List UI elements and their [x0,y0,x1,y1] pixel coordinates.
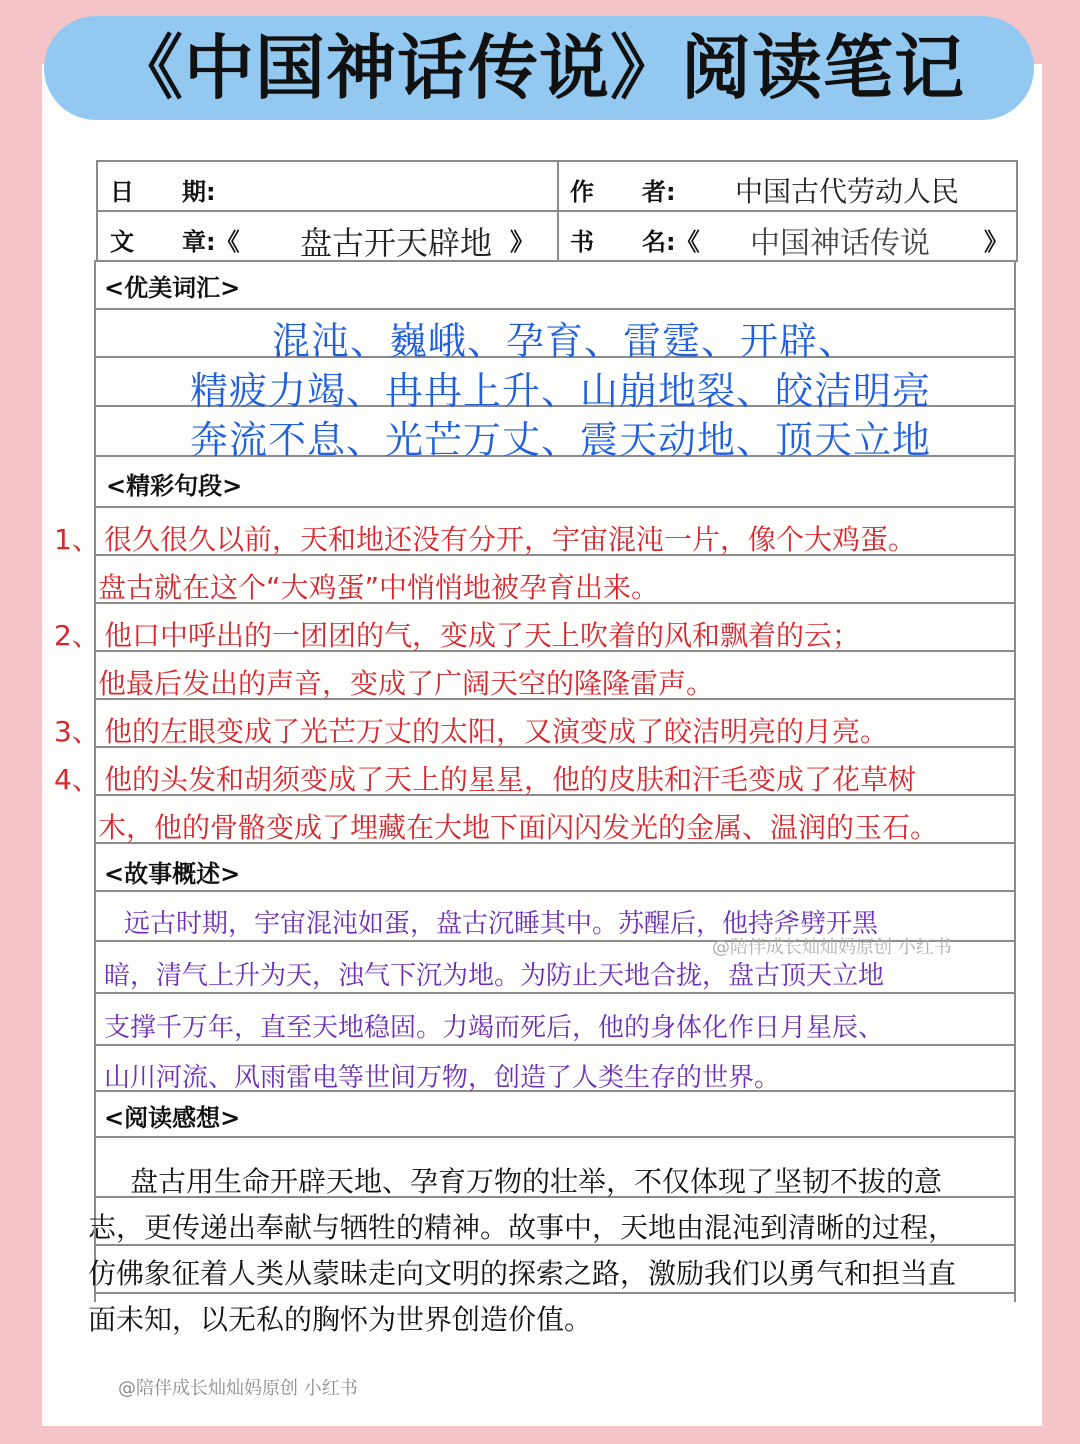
summary-heading: <故事概述> [104,860,241,888]
ruled-line [94,890,1016,892]
vocab-line: 奔流不息、光芒万丈、震天动地、顶天立地 [190,418,932,462]
author-value: 中国古代劳动人民 [735,175,960,208]
reflection-line: 志，更传递出奉献与牺牲的精神。故事中，天地由混沌到清晰的过程， [88,1211,957,1244]
watermark: @陪伴成长灿灿妈原创 小红书 [118,1378,358,1399]
sentence-line: 盘古就在这个“大鸡蛋”中悄悄地被孕育出来。 [98,571,660,604]
sentence-line: 他最后发出的声音，变成了广阔天空的隆隆雷声。 [98,667,715,700]
vocab-line: 精疲力竭、冉冉上升、山崩地裂、皎洁明亮 [190,369,932,413]
vocab-heading: <优美词汇> [104,274,241,302]
summary-line: 远古时期，宇宙混沌如蛋，盘古沉睡其中。苏醒后，他持斧劈开黑 [124,909,879,939]
article-close: 》 [510,228,534,256]
reflection-line: 盘古用生命开辟天地、孕育万物的壮举，不仅体现了坚韧不拔的意 [130,1165,943,1198]
date-label: 日 期: [110,178,216,206]
sentence-number: 4、 [54,763,100,796]
ruled-line [94,1136,1016,1138]
summary-line: 山川河流、风雨雷电等世间万物，创造了人类生存的世界。 [104,1063,781,1093]
page-title: 《中国神话传说》阅读笔记 [113,27,965,109]
ruled-line [94,992,1016,994]
reflection-heading: <阅读感想> [104,1104,241,1132]
ruled-line [94,1044,1016,1046]
sentence-number: 3、 [54,715,100,748]
sentences-heading: <精彩句段> [106,472,243,500]
sentence-line: 很久很久以前，天和地还没有分开，宇宙混沌一片，像个大鸡蛋。 [104,523,917,556]
ruled-line [94,1292,1016,1294]
sentence-number: 1、 [54,523,100,556]
vocab-line: 混沌、巍峨、孕育、雷霆、开辟、 [272,319,858,363]
sentence-line: 他的左眼变成了光芒万丈的太阳，又演变成了皎洁明亮的月亮。 [104,715,889,748]
ruled-line [94,506,1016,508]
book-close: 》 [984,228,1008,256]
reflection-line: 仿佛象征着人类从蒙昧走向文明的探索之路，激励我们以勇气和担当直 [88,1257,957,1290]
grid-line [96,160,98,262]
watermark: @陪伴成长灿灿妈原创 小红书 [712,937,952,958]
summary-line: 暗，清气上升为天，浊气下沉为地。为防止天地合拢，盘古顶天立地 [104,961,885,991]
sentence-line: 木，他的骨骼变成了埋藏在大地下面闪闪发光的金属、温润的玉石。 [98,811,939,844]
sentence-number: 2、 [54,619,100,652]
author-label: 作 者: [570,178,676,206]
sentence-line: 他口中呼出的一团团的气，变成了天上吹着的风和飘着的云； [104,619,861,652]
article-value: 盘古开天辟地 [300,224,493,262]
sentence-line: 他的头发和胡须变成了天上的星星，他的皮肤和汗毛变成了花草树 [104,763,917,796]
article-label: 文 章:《 [110,228,240,256]
grid-line [1016,160,1018,262]
book-label: 书 名:《 [570,228,700,256]
summary-line: 支撑千万年，直至天地稳固。力竭而死后，他的身体化作日月星辰、 [104,1013,885,1043]
grid-line [557,160,559,262]
book-value: 中国神话传说 [750,226,930,261]
margin-line [1014,260,1016,1302]
reflection-line: 面未知，以无私的胸怀为世界创造价值。 [88,1303,593,1336]
